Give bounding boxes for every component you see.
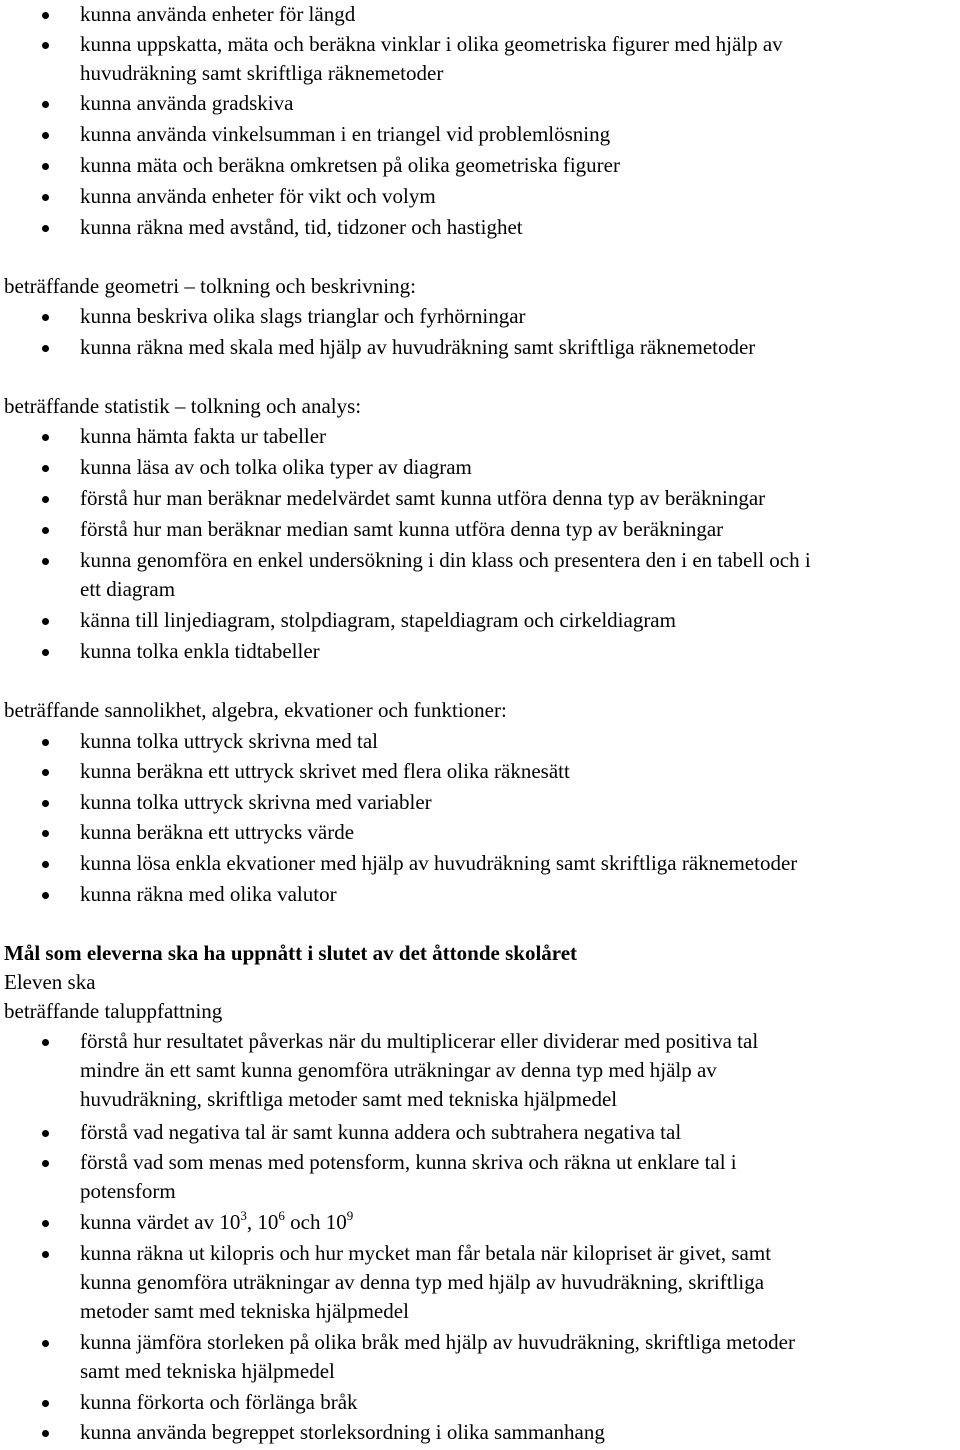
list-item: kunna tolka uttryck skrivna med variabler — [80, 788, 960, 817]
bullet-icon — [42, 739, 49, 746]
bullet-icon — [42, 1400, 49, 1407]
list-item: kunna tolka uttryck skrivna med tal — [80, 727, 960, 756]
list-item: kunna använda vinkelsumman i en triangel vid problemlösning — [80, 120, 960, 149]
list-item: kunna använda gradskiva — [80, 89, 960, 118]
bullet-icon — [42, 496, 49, 503]
list-item — [80, 1208, 960, 1237]
bullet-icon — [42, 1130, 49, 1137]
list-item: kunna genomföra en enkel undersökning i din klass och presentera den i en tabell och i ett diagram — [80, 546, 960, 604]
bullet-icon — [42, 1039, 49, 1046]
list-item: förstå hur resultatet påverkas när du multiplicerar eller dividerar med positiva tal mindre än ett samt kunna genomföra uträkningar av denna typ med hjälp av huvudräkning, skriftliga metoder samt med tekniska hjälpmedel — [80, 1027, 960, 1114]
list-item: förstå hur man beräknar median samt kunna utföra denna typ av beräkningar — [80, 515, 960, 544]
list-item: kunna lösa enkla ekvationer med hjälp av huvudräkning samt skriftliga räknemetoder — [80, 849, 960, 878]
bullet-icon — [42, 769, 49, 776]
list-item: kunna använda enheter för längd — [80, 0, 960, 29]
bullet-icon — [42, 194, 49, 201]
list-item: kunna räkna med skala med hjälp av huvudräkning samt skriftliga räknemetoder — [80, 333, 960, 362]
bullet-icon — [42, 1220, 49, 1227]
bullet-icon — [42, 1430, 49, 1437]
list-item: kunna hämta fakta ur tabeller — [80, 422, 960, 451]
powers-line: kunna värdet av $10^3$, $10^6$ och $10^9$ — [80, 1208, 354, 1234]
list-item: kunna beskriva olika slags trianglar och fyrhörningar — [80, 302, 960, 331]
list-item: förstå vad som menas med potensform, kunna skriva och räkna ut enklare tal i potensform — [80, 1148, 960, 1206]
list-item: kunna uppskatta, mäta och beräkna vinklar i olika geometriska figurer med hjälp av huvudräkning samt skriftliga räknemetoder — [80, 30, 960, 88]
bullet-icon — [42, 1251, 49, 1258]
bullet-icon — [42, 527, 49, 534]
bullet-icon — [42, 800, 49, 807]
list-item: kunna räkna ut kilopris och hur mycket man får betala när kilopriset är givet, samt kunna genomföra uträkningar av denna typ med hjälp av huvudräkning, skriftliga metoder samt med tekniska hjälpmedel — [80, 1239, 960, 1326]
list-item: kunna förkorta och förlänga bråk — [80, 1388, 960, 1417]
list-item: förstå hur man beräknar medelvärdet samt kunna utföra denna typ av beräkningar — [80, 484, 960, 513]
list-item: kunna läsa av och tolka olika typer av diagram — [80, 453, 960, 482]
list-item: kunna beräkna ett uttrycks värde — [80, 818, 960, 847]
bullet-icon — [42, 12, 49, 19]
bullet-icon — [42, 861, 49, 868]
section-heading-number-sense: beträffande taluppfattning — [4, 999, 223, 1023]
bullet-icon — [42, 225, 49, 232]
list-item: kunna använda begreppet storleksordning i olika sammanhang — [80, 1418, 960, 1447]
bullet-icon — [42, 558, 49, 565]
goals-intro: Eleven ska — [4, 970, 96, 994]
bullet-icon — [42, 163, 49, 170]
section-heading-statistics: beträffande statistik – tolkning och analys: — [4, 394, 362, 418]
list-item: kunna räkna med avstånd, tid, tidzoner och hastighet — [80, 213, 960, 242]
bullet-icon — [42, 345, 49, 352]
bullet-icon — [42, 1340, 49, 1347]
bullet-icon — [42, 618, 49, 625]
bullet-icon — [42, 434, 49, 441]
bullet-icon — [42, 892, 49, 899]
section-heading-algebra: beträffande sannolikhet, algebra, ekvationer och funktioner: — [4, 698, 507, 722]
bullet-icon — [42, 465, 49, 472]
bullet-icon — [42, 314, 49, 321]
bullet-icon — [42, 1160, 49, 1167]
list-item: känna till linjediagram, stolpdiagram, stapeldiagram och cirkeldiagram — [80, 606, 960, 635]
bullet-icon — [42, 649, 49, 656]
list-item: kunna jämföra storleken på olika bråk med hjälp av huvudräkning, skriftliga metoder samt med tekniska hjälpmedel — [80, 1328, 960, 1386]
bullet-icon — [42, 42, 49, 49]
bullet-icon — [42, 830, 49, 837]
list-item: kunna använda enheter för vikt och volym — [80, 182, 960, 211]
list-item: kunna räkna med olika valutor — [80, 880, 960, 909]
section-heading-geometry: beträffande geometri – tolkning och beskrivning: — [4, 274, 416, 298]
goals-title: Mål som eleverna ska ha uppnått i slutet av det åttonde skolåret — [4, 941, 578, 965]
bullet-icon — [42, 132, 49, 139]
bullet-icon — [42, 101, 49, 108]
list-item: kunna beräkna ett uttryck skrivet med flera olika räknesätt — [80, 757, 960, 786]
list-item: kunna tolka enkla tidtabeller — [80, 637, 960, 666]
list-item: förstå vad negativa tal är samt kunna addera och subtrahera negativa tal — [80, 1118, 960, 1147]
list-item: kunna mäta och beräkna omkretsen på olika geometriska figurer — [80, 151, 960, 180]
